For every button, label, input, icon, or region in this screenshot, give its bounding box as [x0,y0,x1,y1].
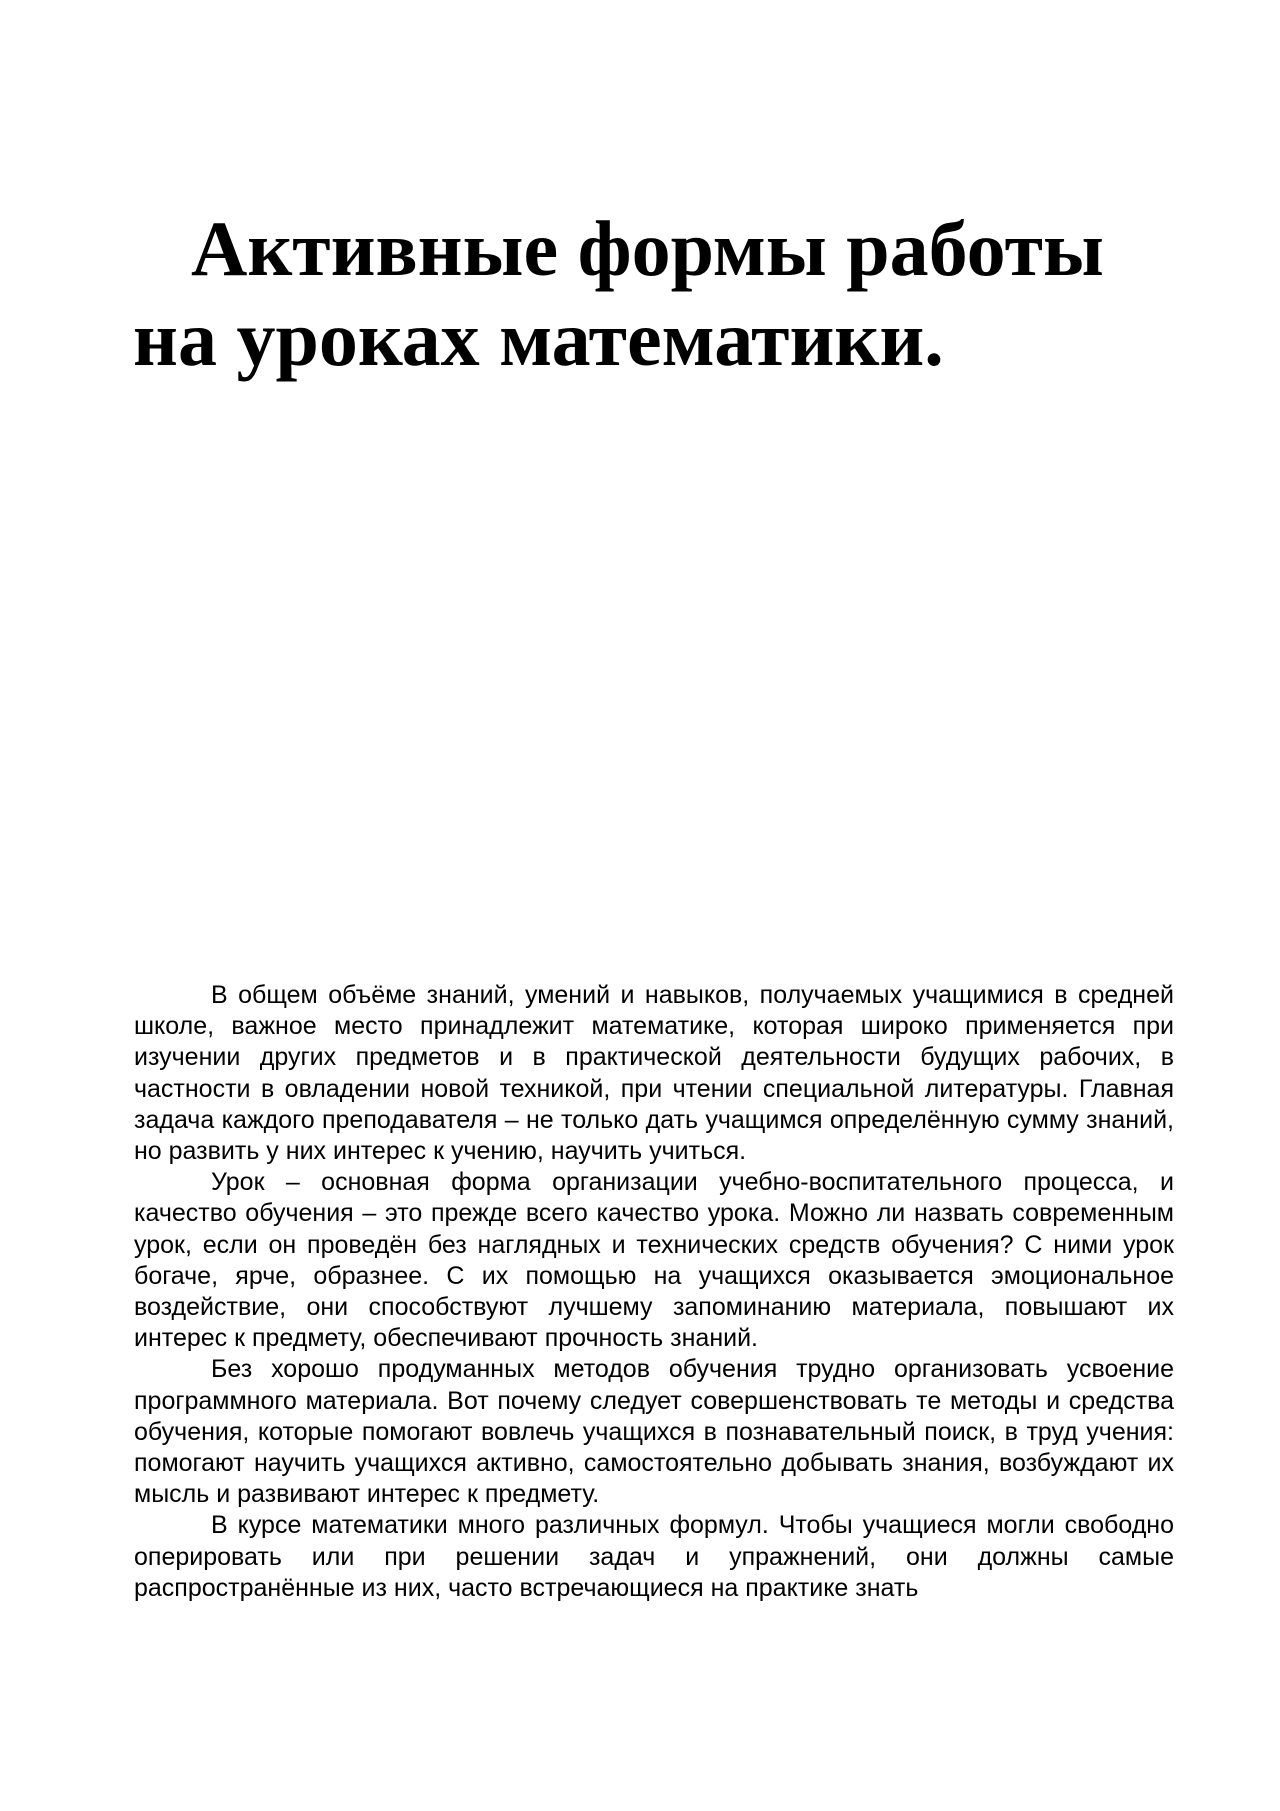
paragraph-4: В курсе математики много различных формул. Чтобы учащиеся могли свободно оперировать или при решении задач и упражнений, они должны самые распространённые из них, часто встречающиеся на практике знать [134,1511,1174,1602]
document-body [134,980,1174,1604]
paragraph-3: Без хорошо продуманных методов обучения трудно организовать усвоение программного материала. Вот почему следует совершенствовать те методы и средства обучения, которые помогают вовлечь учащихся в познавательный поиск, в труд учения: помогают научить учащихся активно, самостоятельно добывать знания, возбуждают их мысль и развивают интерес к предмету. [134,1355,1174,1509]
paragraph-1: В общем объёме знаний, умений и навыков, получаемых учащимися в средней школе, важное место принадлежит математике, которая широко применяется при изучении других предметов и в практической деятельности будущих рабочих, в частности в овладении новой техникой, при чтении специальной литературы. Главная задача каждого преподавателя – не только дать учащимся определённую сумму знаний, но развить у них интерес к учению, научить учиться. [134,981,1174,1166]
document-title: Активные формы работы на уроках математики. [133,205,1104,382]
paragraph-2: Урок – основная форма организации учебно-воспитательного процесса, и качество обучения – это прежде всего качество урока. Можно ли назвать современным урок, если он проведён без наглядных и технических средств обучения? С ними урок богаче, ярче, образнее. С их помощью на учащихся оказывается эмоциональное воздействие, они способствуют лучшему запоминанию материала, повышают их интерес к предмету, обеспечивают прочность знаний. [134,1168,1174,1353]
